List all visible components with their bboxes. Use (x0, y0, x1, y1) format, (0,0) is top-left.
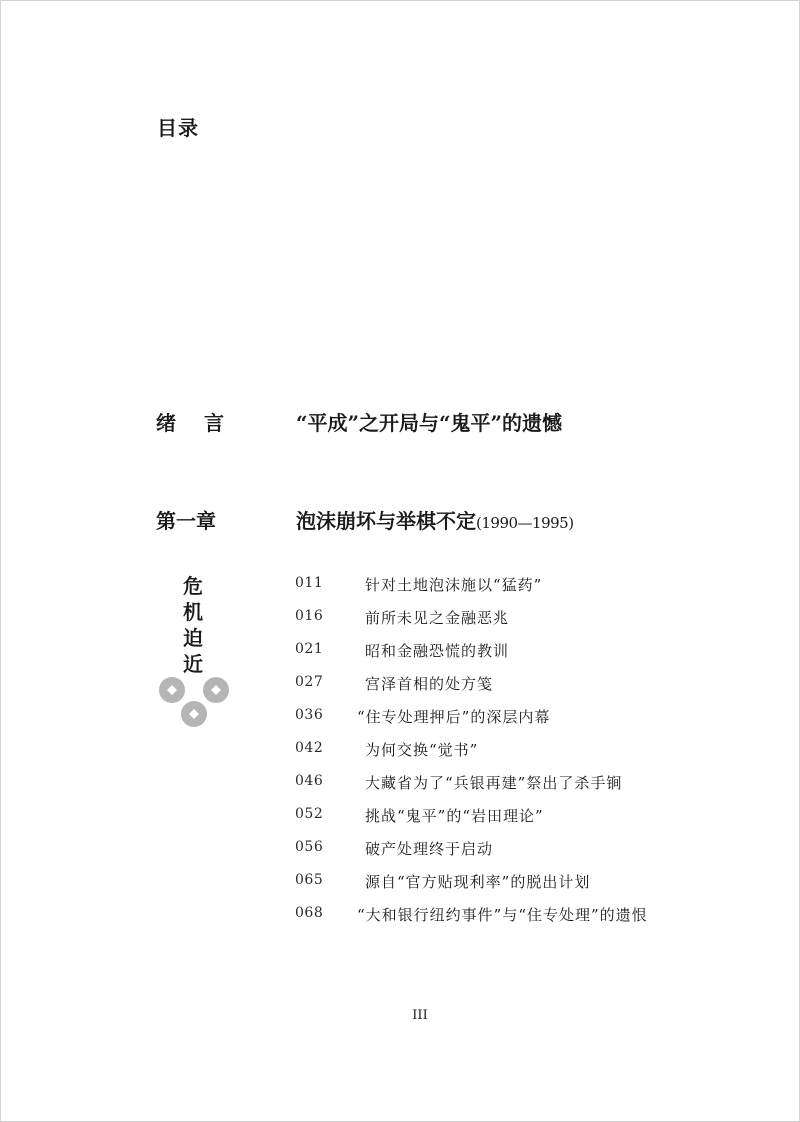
toc-entry-page: 046 (295, 773, 324, 789)
toc-entry-page: 068 (295, 905, 324, 921)
toc-entry-title: 破产处理终于启动 (365, 840, 494, 858)
chapter-title (296, 505, 574, 534)
toc-entry-title: 大藏省为了“兵银再建”祭出了杀手锏 (365, 774, 623, 792)
toc-entry-page: 052 (295, 806, 324, 822)
toc-entry-title: 宫泽首相的处方笺 (365, 675, 494, 693)
toc-heading: 目录 (157, 116, 199, 140)
toc-entry-title: 昭和金融恐慌的教训 (365, 642, 510, 660)
toc-entry-title: 源自“官方贴现利率”的脱出计划 (365, 873, 591, 891)
toc-entry[interactable] (0, 607, 800, 640)
toc-entry[interactable] (0, 706, 800, 739)
toc-entry[interactable] (0, 739, 800, 772)
toc-entry-title: 挑战“鬼平”的“岩田理论” (365, 807, 544, 825)
chapter-label: 第一章 (156, 509, 216, 533)
toc-entry-page: 036 (295, 707, 324, 723)
preface-title: “平成”之开局与“鬼平”的遗憾 (296, 411, 563, 435)
toc-entry[interactable] (0, 574, 800, 607)
chapter-title-text: 泡沫崩坏与举棋不定 (296, 509, 476, 533)
toc-entry[interactable] (0, 673, 800, 706)
toc-entry-page: 016 (295, 608, 324, 624)
section-char: 机 (183, 600, 203, 624)
toc-entry-title: 为何交换“觉书” (365, 741, 479, 759)
toc-entry-page: 021 (295, 641, 324, 657)
toc-entry[interactable] (0, 838, 800, 871)
page-number: III (412, 1008, 428, 1023)
toc-entry-page: 056 (295, 839, 324, 855)
toc-entry-list (0, 574, 800, 937)
toc-entry-title: “住专处理押后”的深层内幕 (357, 708, 551, 726)
toc-entry-title: 前所未见之金融恶兆 (365, 609, 510, 627)
toc-entry-page: 027 (295, 674, 324, 690)
toc-entry[interactable] (0, 805, 800, 838)
toc-entry[interactable] (0, 904, 800, 937)
section-char: 近 (183, 652, 203, 676)
toc-entry[interactable] (0, 871, 800, 904)
toc-entry[interactable] (0, 772, 800, 805)
preface-label: 绪 言 (156, 411, 224, 435)
section-char: 迫 (183, 626, 203, 650)
toc-entry-title: 针对土地泡沫施以“猛药” (365, 576, 543, 594)
toc-entry-page: 011 (295, 575, 324, 591)
toc-entry[interactable] (0, 640, 800, 673)
toc-entry-page: 042 (295, 740, 324, 756)
toc-entry-page: 065 (295, 872, 324, 888)
toc-entry-title: “大和银行纽约事件”与“住专处理”的遗恨 (357, 906, 648, 924)
section-char: 危 (183, 574, 203, 598)
chapter-date-range: (1990—1995) (476, 514, 574, 532)
